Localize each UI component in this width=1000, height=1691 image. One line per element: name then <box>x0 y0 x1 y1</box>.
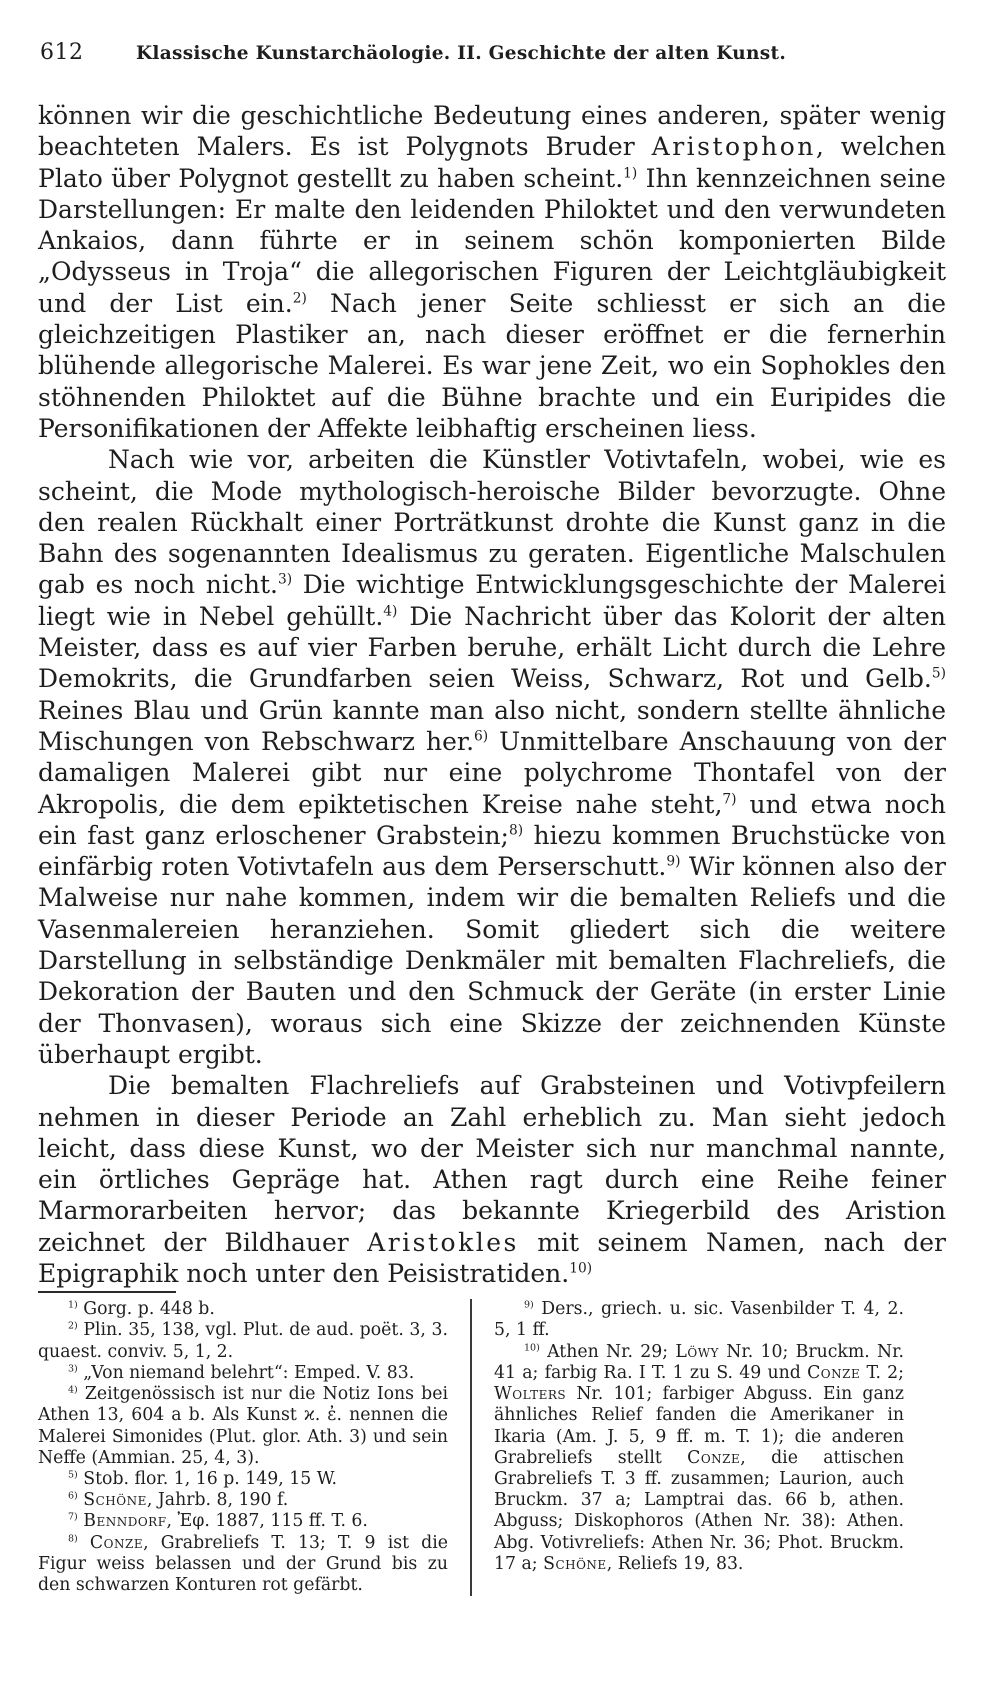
text-run: und etwa noch ein fast ganz erloschener Grabstein; <box>38 789 946 850</box>
footnote-mark: 1) <box>68 1299 78 1311</box>
footnote-divider <box>38 1291 176 1293</box>
text-run: Die Nachricht über das Kolorit der alten Meister, dass es auf vier Farben beruhe, erhält Licht durch die Lehre Demokrits, die Grundfarben seien Weiss, Schwarz, Rot und Gelb. <box>38 601 947 694</box>
person-name: Aristokles <box>367 1227 519 1257</box>
footnote-text: , die attischen Grabreliefs T. 3 ff. zusammen; Laurion, auch Bruckm. 37 a; Lamptrai das. 66 b, athen. Abguss; Diskophoros (Athen Nr. 38): Athen. Abg. Votivreliefs: Athen Nr. 36; Phot. Bruckm. 17 a; <box>494 1447 904 1574</box>
text-run: Die bemalten Flachreliefs auf Grabsteinen und Votivpfeilern nehmen in dieser Periode an Zahl erheblich zu. Man sieht jedoch leicht, dass diese Kunst, wo der Meister sich nur manchmal nannte, ein örtliches Gepräge hat. Athen ragt durch eine Reihe feiner Marmorarbeiten hervor; das bekannte Kriegerbild des Aristion zeichnet der Bildhauer <box>38 1071 946 1257</box>
footnote-text: „Von niemand belehrt“: Emped. V. 83. <box>77 1362 415 1383</box>
footnote <box>38 1533 448 1597</box>
footnote-ref: 7) <box>722 790 737 807</box>
footnote-mark: 7) <box>68 1511 78 1523</box>
author-name: Schöne <box>83 1490 147 1511</box>
footnote-ref: 10) <box>569 1260 593 1277</box>
text-run: hiezu kommen Bruchstücke von einfärbig roten Votivtafeln aus dem Perserschutt. <box>38 820 946 882</box>
author-name: Löwy <box>675 1341 719 1362</box>
footnote <box>494 1342 904 1575</box>
text-run: Ihn kennzeichnen seine Darstellungen: Er malte den leidenden Philoktet und den verwundeten Ankaios, dann führte er in seinem schön komponierten Bilde „Odysseus in Troja“ die allegorischen Figuren der Leichtgläubigkeit und der List ein. <box>38 163 946 318</box>
footnote-ref: 5) <box>931 665 946 682</box>
footnote-mark: 5) <box>68 1469 78 1481</box>
footnote-text: Stob. flor. 1, 16 p. 149, 15 W. <box>77 1468 337 1489</box>
author-name: Schöne <box>543 1553 607 1574</box>
footnote <box>38 1469 448 1490</box>
footnote-text: Athen Nr. 29; <box>539 1341 676 1362</box>
footnote <box>38 1299 448 1320</box>
person-name: Aristophon <box>651 132 816 162</box>
text-run: Unmittelbare Anschauung von der damaligen Malerei gibt nur eine polychrome Thontafel von der Akropolis, die dem epiktetischen Kreise nahe steht, <box>38 726 946 819</box>
footnote <box>38 1320 448 1362</box>
footnotes <box>38 1299 946 1596</box>
author-name: Conze <box>687 1447 741 1468</box>
text-run: , welchen Plato über Polygnot gestellt zu haben scheint. <box>38 132 946 193</box>
footnote-text: Nr. 10; Bruckm. Nr. 41 a; farbig Ra. I T. 1 zu S. 49 und <box>494 1341 905 1383</box>
book-page <box>38 40 946 1596</box>
footnote-text: T. 2; <box>860 1362 904 1383</box>
paragraph <box>38 1070 946 1289</box>
footnote-text: Ders., griech. u. sic. Vasenbilder T. 4, 2. 5, 1 ff. <box>494 1299 904 1341</box>
footnotes-right-column <box>470 1299 904 1596</box>
footnote-mark: 8) <box>68 1532 78 1544</box>
footnote-ref: 2) <box>292 290 307 307</box>
footnote-ref: 9) <box>666 853 681 870</box>
footnote-text: , Grabreliefs T. 13; T. 9 ist die Figur weiss belassen und der Grund bis zu den schwarzen Konturen rot gefärbt. <box>38 1532 448 1595</box>
footnote-mark: 6) <box>68 1490 78 1502</box>
page-header <box>38 40 946 80</box>
footnotes-left-column <box>38 1299 470 1596</box>
footnote-text: , Jahrb. 8, 190 f. <box>146 1490 289 1511</box>
text-run: Die wichtige Entwicklungsgeschichte der Malerei liegt wie in Nebel gehüllt. <box>38 570 946 631</box>
footnote-ref: 4) <box>383 603 398 620</box>
footnote-text: Zeitgenössisch ist nur die Notiz Ions bei Athen 13, 604 a b. Als Kunst ϰ. ἐ. nennen die Malerei Simonides (Plut. glor. Ath. 3) und sein Neffe (Ammian. 25, 4, 3). <box>38 1384 448 1468</box>
footnote <box>38 1363 448 1384</box>
text-run: Nach jener Seite schliesst er sich an die gleichzeitigen Plastiker an, nach dieser eröffnet er die fernerhin blühende allegorische Malerei. Es war jene Zeit, wo ein Sophokles den stöhnenden Philoktet auf die Bühne brachte und ein Euripides die Personifikationen der Affekte leibhaftig erscheinen liess. <box>38 288 947 443</box>
footnote-text: Plin. 35, 138, vgl. Plut. de aud. poët. 3, 3. quaest. conviv. 5, 1, 2. <box>38 1320 448 1362</box>
footnote-text: Gorg. p. 448 b. <box>77 1299 215 1320</box>
author-name: Conze <box>807 1362 861 1383</box>
text-run: Reines Blau und Grün kannte man also nicht, sondern stellte ähnliche Mischungen von Rebschwarz her. <box>38 695 946 756</box>
footnote <box>38 1511 448 1532</box>
footnote-ref: 1) <box>623 164 638 181</box>
footnote-mark: 9) <box>524 1299 534 1311</box>
text-run: Wir können also der Malweise nur nahe kommen, indem wir die bemalten Reliefs und die Vasenmalereien heranziehen. Somit gliedert sich die weitere Darstellung in selbständige Denkmäler mit bemalten Flachreliefs, die Dekoration der Bauten und den Schmuck der Geräte (in erster Linie der Thonvasen), woraus sich eine Skizze der zeichnenden Künste überhaupt ergibt. <box>38 852 947 1069</box>
author-name: Conze <box>89 1532 144 1553</box>
running-title: Klassische Kunstarchäologie. II. Geschichte der alten Kunst. <box>136 43 787 64</box>
footnote-text: , Ἐφ. 1887, 115 ff. T. 6. <box>166 1511 368 1532</box>
text-run: mit seinem Namen, nach der Epigraphik noch unter den Peisistratiden. <box>38 1227 947 1288</box>
paragraph <box>38 444 946 1070</box>
footnote-mark: 3) <box>68 1363 78 1375</box>
author-name: Benndorf <box>83 1511 167 1532</box>
page-number: 612 <box>40 40 84 65</box>
footnote <box>38 1384 448 1469</box>
footnote-mark: 4) <box>68 1384 78 1396</box>
footnote-ref: 8) <box>508 822 524 839</box>
author-name: Wolters <box>494 1384 567 1405</box>
footnote-text: , Reliefs 19, 83. <box>606 1553 744 1574</box>
footnote <box>494 1299 904 1341</box>
footnote-ref: 6) <box>474 728 489 745</box>
footnote-text: Nr. 101; farbiger Abguss. Ein ganz ähnliches Relief fanden die Amerikaner in Ikaria (Am. J. 5, 9 ff. m. T. 1); die anderen Grabreliefs stellt <box>494 1384 904 1468</box>
text-run: können wir die geschichtliche Bedeutung eines anderen, später wenig beachteten Malers. Es ist Polygnots Bruder <box>38 101 946 162</box>
footnote-mark: 10) <box>524 1342 540 1354</box>
footnote-mark: 2) <box>68 1320 78 1332</box>
text-run: Nach wie vor, arbeiten die Künstler Votivtafeln, wobei, wie es scheint, die Mode mythologisch-heroische Bilder bevorzugte. Ohne den realen Rückhalt einer Porträtkunst drohte die Kunst ganz in die Bahn des sogenannten Idealismus zu geraten. Eigentliche Malschulen gab es noch nicht. <box>38 445 946 600</box>
paragraph <box>38 100 946 444</box>
main-text <box>38 100 946 1289</box>
footnote <box>38 1490 448 1511</box>
footnote-ref: 3) <box>277 571 293 588</box>
